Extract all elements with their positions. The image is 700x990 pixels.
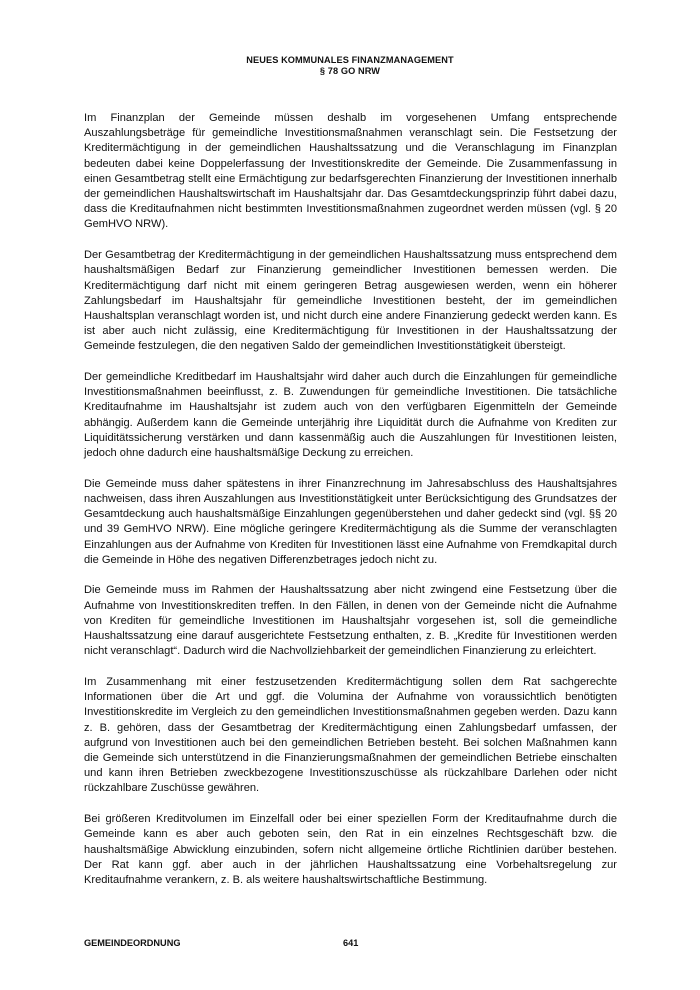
paragraph: Der Gesamtbetrag der Kreditermächtigung in der gemeindlichen Haushaltssatzung muss entsprechend dem haushaltsmäßigen Bedarf zur Finanzierung gemeindlicher Investitionen bemessen werden. Die Kreditermächtigung darf nicht mit einem geringeren Betrag ausgewiesen werden, wenn ein höherer Zahlungsbedarf im Haushaltsjahr für gemeindliche Investitionen besteht, der im gemeindlichen Haushaltsplan veranschlagt worden ist, und nicht durch eine andere Finanzierung gedeckt werden kann. Es ist aber auch nicht zulässig, eine Kreditermächtigung für Investitionen in der Haushaltssatzung der Gemeinde festzulegen, die den negativen Saldo der gemeindlichen Investitionstätigkeit übersteigt. [84,249,617,353]
paragraph: Bei größeren Kreditvolumen im Einzelfall oder bei einer speziellen Form der Kreditaufnahme durch die Gemeinde kann es aber auch geboten sein, den Rat in ein einzelnes Rechtsgeschäft bzw. die haushaltsmäßige Abwicklung einzubinden, sofern nicht allgemeine örtliche Richtlinien darüber bestehen. Der Rat kann ggf. aber auch in der jährlichen Haushaltssatzung eine Vorbehaltsregelung zur Kreditaufnahme verankern, z. B. als weitere haushaltswirtschaftliche Bestimmung. [84,813,617,886]
header-section: § 78 GO NRW [319,66,381,76]
page-footer [84,937,617,949]
paragraph: Der gemeindliche Kreditbedarf im Haushaltsjahr wird daher auch durch die Einzahlungen für gemeindliche Investitionsmaßnahmen beeinflusst, z. B. Zuwendungen für gemeindliche Investitionen. Die tatsächliche Kreditaufnahme im Haushaltsjahr ist zudem auch von den verfügbaren Eigenmitteln der Gemeinde abhängig. Außerdem kann die Gemeinde unterjährig ihre Liquidität durch die Aufnahme von Krediten zur Liquiditätssicherung verstärken und dann kassenmäßig auch die Auszahlungen für Investitionen leisten, jedoch ohne dadurch eine haushaltsmäßige Deckung zu erreichen. [84,371,617,460]
paragraph: Die Gemeinde muss im Rahmen der Haushaltssatzung aber nicht zwingend eine Festsetzung über die Aufnahme von Investitionskrediten treffen. In den Fällen, in denen von der Gemeinde nicht die Aufnahme von Krediten für gemeindliche Investitionen im Haushaltsjahr vorgesehen ist, soll die gemeindliche Haushaltssatzung eine darauf ausgerichtete Festsetzung enthalten, z. B. „Kredite für Investitionen werden nicht veranschlagt“. Dadurch wird die Nachvollziehbarkeit der gemeindlichen Finanzierung zu erleichtert. [84,584,617,658]
page-header [0,55,700,77]
page-number: 641 [343,938,359,948]
footer-title: GEMEINDEORDNUNG [84,938,181,948]
paragraph: Die Gemeinde muss daher spätestens in ihrer Finanzrechnung im Jahresabschluss des Haushaltsjahres nachweisen, dass ihren Auszahlungen aus Investitionstätigkeit unter Berücksichtigung des Grundsatzes der Gesamtdeckung auch haushaltsmäßige Einzahlungen gegenüberstehen und daher gedeckt sind (vgl. §§ 20 und 39 GemHVO NRW). Eine mögliche geringere Kreditermächtigung als die Summe der veranschlagten Einzahlungen aus der Aufnahme von Krediten für Investitionen lässt eine Aufnahme von Fremdkapital durch die Gemeinde in Höhe des negativen Differenzbetrages jedoch nicht zu. [84,477,617,566]
paragraph: Im Finanzplan der Gemeinde müssen deshalb im vorgesehenen Umfang entsprechende Auszahlungsbeträge für gemeindliche Investitionsmaßnahmen veranschlagt sein. Die Festsetzung der Kreditermächtigung in der gemeindlichen Haushaltssatzung und die Veranschlagung im Finanzplan bedeuten dabei keine Doppelerfassung der Investitionskredite der Gemeinde. Die Zusammenfassung in einen Gesamtbetrag stellt eine Ermächtigung zur bedarfsgerechten Finanzierung der Investitionen innerhalb der gemeindlichen Haushaltswirtschaft im Haushaltsjahr dar. Das Gesamtdeckungsprinzip führt dabei dazu, dass die Kreditaufnahmen nicht bestimmten Investitionsmaßnahmen zugeordnet werden müssen (vgl. § 20 GemHVO NRW). [84,112,617,231]
body-text [84,111,617,904]
paragraph: Im Zusammenhang mit einer festzusetzenden Kreditermächtigung sollen dem Rat sachgerechte Informationen über die Art und ggf. die Volumina der Aufnahme von voraussichtlich benötigten Investitionskredite im Vergleich zu den gemeindlichen Investitionsmaßnahmen gegeben werden. Dazu kann z. B. gehören, dass der Gesamtbetrag der Kreditermächtigung einen Zahlungsbedarf umfassen, der aufgrund von Investitionen auch bei den gemeindlichen Betrieben besteht. Bei solchen Maßnahmen kann die Gemeinde sich unterstützend in die Finanzierungsmaßnahmen der gemeindlichen Betriebe einschalten und kann ihren Betrieben zweckbezogene Investitionszuschüsse als rückzahlbare Darlehen oder nicht rückzahlbare Zuschüsse gewähren. [84,676,617,795]
header-title: NEUES KOMMUNALES FINANZMANAGEMENT [246,55,454,65]
